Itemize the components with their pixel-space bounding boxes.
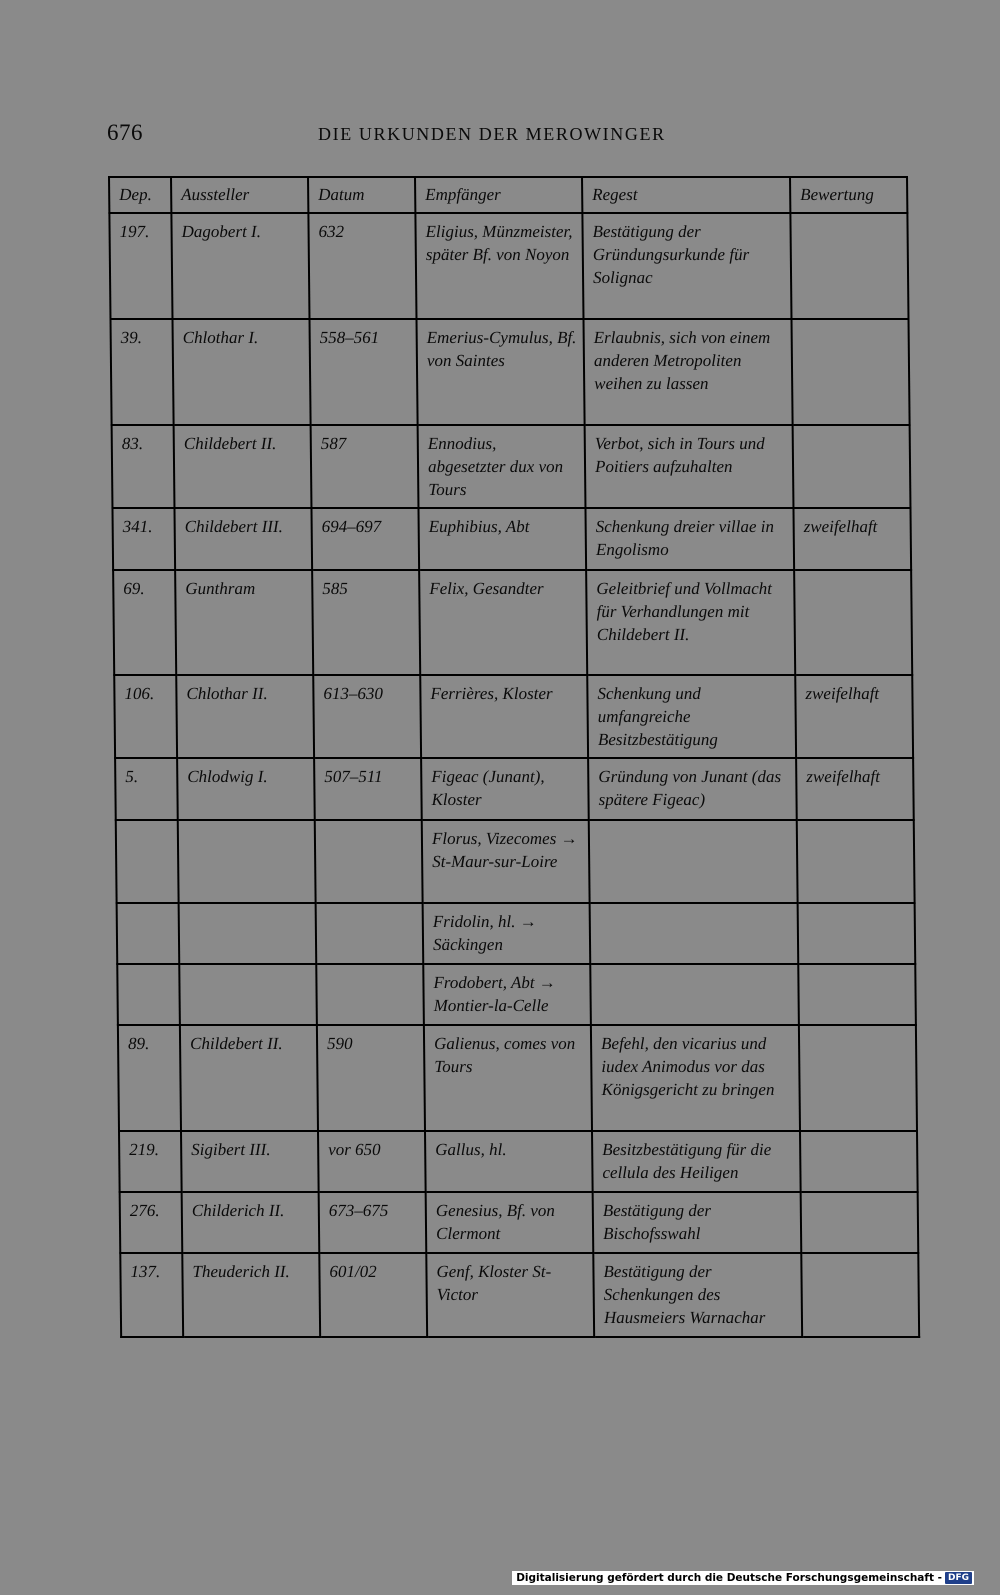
table-row [119, 1131, 918, 1192]
table-row [118, 1025, 917, 1131]
cell-aussteller: Dagobert I. [171, 213, 309, 319]
table-row [113, 570, 912, 675]
cell-dep: 106. [114, 675, 177, 758]
header-aussteller: Aussteller [171, 177, 308, 213]
cell-empfaenger: Genf, Kloster St-Victor [426, 1253, 594, 1337]
cell-datum: 694–697 [311, 508, 419, 570]
cell-datum: vor 650 [318, 1131, 426, 1192]
page-number: 676 [107, 120, 143, 145]
table-row [117, 964, 916, 1025]
cell-empfaenger: Eligius, Münzmeister, später Bf. von Noyon [415, 213, 583, 319]
cell-dep: 219. [119, 1131, 182, 1192]
running-head: DIE URKUNDEN DER MEROWINGER [318, 124, 666, 144]
cell-regest: Schenkung dreier villae in Engolismo [585, 508, 794, 570]
cell-datum: 507–511 [314, 758, 422, 820]
cell-datum [316, 964, 424, 1025]
cell-regest: Bestätigung der Schenkungen des Hausmeiers Warnachar [593, 1253, 802, 1337]
cell-regest [589, 820, 798, 903]
register-table [108, 176, 920, 1338]
cell-regest: Besitzbestätigung für die cellula des Heiligen [592, 1131, 801, 1192]
cell-bewertung: zweifelhaft [796, 758, 914, 820]
table-row [117, 903, 916, 964]
cell-regest [590, 903, 799, 964]
cell-datum: 585 [312, 570, 420, 675]
cell-dep [117, 964, 180, 1025]
cell-empfaenger: Gallus, hl. [425, 1131, 593, 1192]
cell-aussteller: Childebert II. [180, 1025, 318, 1131]
cell-bewertung [797, 820, 915, 903]
cell-datum: 558–561 [309, 319, 417, 425]
cell-datum: 613–630 [313, 675, 421, 758]
cell-aussteller: Childebert III. [174, 508, 312, 570]
cell-bewertung [798, 903, 916, 964]
cell-dep: 83. [112, 425, 175, 508]
cell-empfaenger: Frodobert, Abt → Montier-la-Celle [423, 964, 591, 1025]
cell-aussteller: Childerich II. [182, 1192, 320, 1253]
cell-bewertung [800, 1131, 918, 1192]
cell-aussteller: Chlothar II. [176, 675, 314, 758]
cell-datum: 590 [317, 1025, 425, 1131]
table-header-row [109, 177, 907, 213]
cell-aussteller: Chlothar I. [172, 319, 310, 425]
dfg-logo-icon: DFG [945, 1572, 972, 1584]
cell-regest: Verbot, sich in Tours und Poitiers aufzuhalten [585, 425, 794, 508]
table-row [109, 213, 908, 319]
cell-bewertung: zweifelhaft [795, 675, 913, 758]
cell-regest: Befehl, den vicarius und iudex Animodus vor das Königsgericht zu bringen [591, 1025, 800, 1131]
cell-aussteller [178, 820, 316, 903]
register-table-wrapper [108, 176, 918, 1338]
cell-regest: Geleitbrief und Vollmacht für Verhandlungen mit Childebert II. [586, 570, 795, 675]
cell-bewertung [791, 319, 909, 425]
cell-bewertung [801, 1192, 919, 1253]
cell-empfaenger: Ferrières, Kloster [420, 675, 588, 758]
cell-datum: 632 [308, 213, 416, 319]
cell-datum: 601/02 [319, 1253, 427, 1337]
cell-aussteller: Childebert II. [174, 425, 312, 508]
cell-dep: 89. [118, 1025, 181, 1131]
cell-dep: 39. [110, 319, 173, 425]
header-dep: Dep. [109, 177, 171, 213]
table-row [110, 319, 909, 425]
cell-regest: Gründung von Junant (das spätere Figeac) [588, 758, 797, 820]
cell-bewertung [790, 213, 908, 319]
cell-bewertung [798, 964, 916, 1025]
cell-empfaenger: Florus, Vizecomes → St-Maur-sur-Loire [422, 820, 590, 903]
funding-footer [512, 1571, 974, 1585]
table-row [115, 758, 914, 820]
cell-empfaenger: Figeac (Junant), Kloster [421, 758, 589, 820]
cell-regest [590, 964, 799, 1025]
cell-aussteller [179, 964, 317, 1025]
cell-dep [116, 820, 179, 903]
cell-regest: Erlaubnis, sich von einem anderen Metropoliten weihen zu lassen [583, 319, 792, 425]
cell-empfaenger: Euphibius, Abt [418, 508, 586, 570]
cell-dep: 5. [115, 758, 178, 820]
header-empfaenger: Empfänger [415, 177, 582, 213]
cell-bewertung [799, 1025, 917, 1131]
cell-dep [117, 903, 180, 964]
cell-bewertung [801, 1253, 919, 1337]
cell-empfaenger: Galienus, comes von Tours [424, 1025, 592, 1131]
table-row [112, 425, 911, 508]
cell-empfaenger: Ennodius, abgesetzter dux von Tours [418, 425, 586, 508]
table-row [112, 508, 911, 570]
table-row [120, 1192, 919, 1253]
cell-datum: 673–675 [319, 1192, 427, 1253]
table-row [120, 1253, 919, 1337]
cell-dep: 197. [109, 213, 172, 319]
cell-aussteller: Chlodwig I. [177, 758, 315, 820]
cell-bewertung [794, 570, 912, 675]
header-datum: Datum [308, 177, 415, 213]
cell-bewertung: zweifelhaft [793, 508, 911, 570]
header-regest: Regest [582, 177, 790, 213]
cell-regest: Bestätigung der Gründungsurkunde für Solignac [582, 213, 791, 319]
cell-aussteller: Sigibert III. [181, 1131, 319, 1192]
table-row [114, 675, 913, 758]
cell-bewertung [793, 425, 911, 508]
table-row [116, 820, 915, 903]
cell-dep: 341. [112, 508, 175, 570]
cell-empfaenger: Genesius, Bf. von Clermont [426, 1192, 594, 1253]
cell-dep: 276. [120, 1192, 183, 1253]
cell-empfaenger: Fridolin, hl. → Säckingen [423, 903, 591, 964]
footer-text: Digitalisierung gefördert durch die Deutsche Forschungsgemeinschaft - [516, 1572, 942, 1584]
cell-dep: 137. [120, 1253, 183, 1337]
cell-datum: 587 [311, 425, 419, 508]
cell-aussteller: Theuderich II. [182, 1253, 320, 1337]
cell-aussteller [179, 903, 317, 964]
cell-empfaenger: Emerius-Cymulus, Bf. von Saintes [416, 319, 584, 425]
header-bewertung: Bewertung [790, 177, 907, 213]
cell-datum [315, 820, 423, 903]
cell-regest: Bestätigung der Bischofsswahl [593, 1192, 802, 1253]
cell-aussteller: Gunthram [175, 570, 313, 675]
cell-regest: Schenkung und umfangreiche Besitzbestätigung [587, 675, 796, 758]
cell-datum [316, 903, 424, 964]
cell-dep: 69. [113, 570, 176, 675]
cell-empfaenger: Felix, Gesandter [419, 570, 587, 675]
